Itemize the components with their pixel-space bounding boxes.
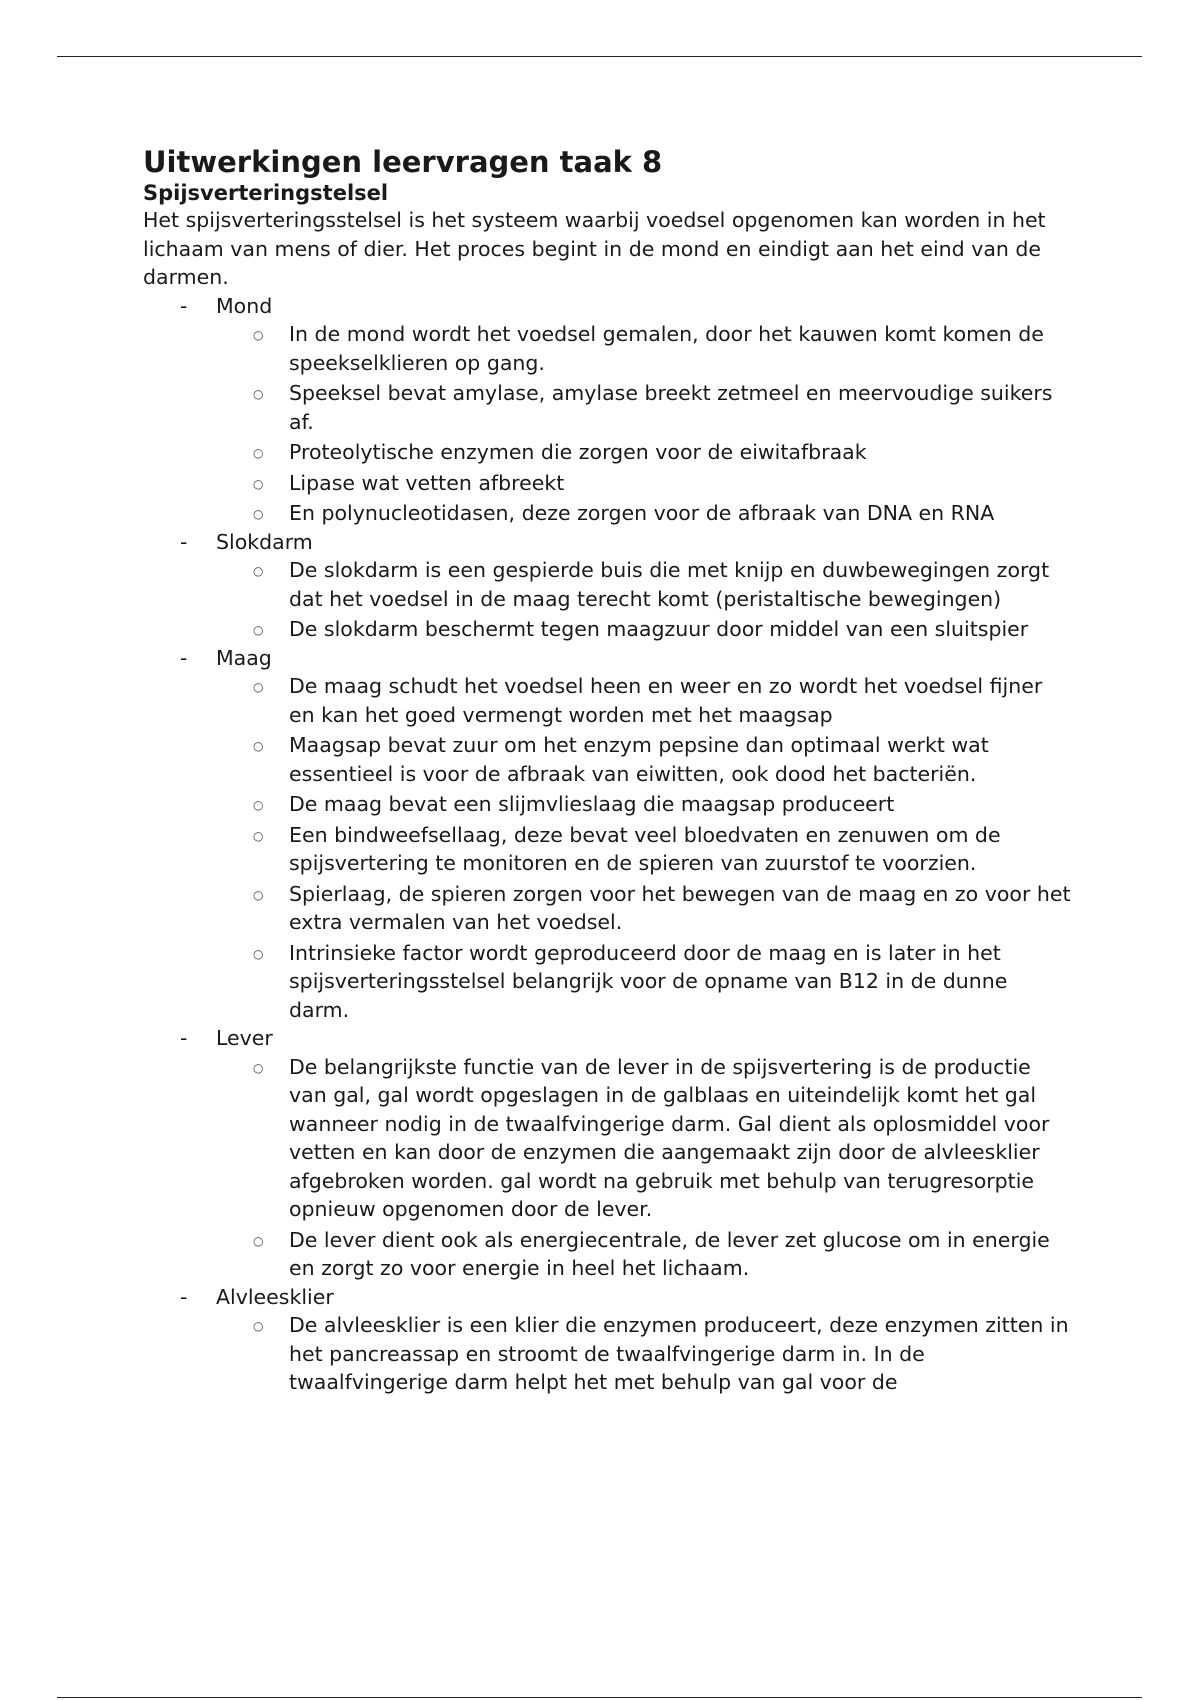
list-item: ○ Speeksel bevat amylase, amylase breekt zetmeel en meervoudige suikers af. [288, 379, 1073, 436]
document-body [143, 144, 1073, 1397]
list-item: ○ De belangrijkste functie van de lever in de spijsvertering is de productie van gal, gal wordt opgeslagen in de galblaas en uiteindelijk komt het gal wanneer nodig in de twaalfvingerige darm. Gal dient als oplosmiddel voor vetten en kan door de enzymen die aangemaakt zijn door de alvleesklier afgebroken worden. gal wordt na gebruik met behulp van terugresorptie opnieuw opgenomen door de lever. [288, 1053, 1073, 1224]
point-list [216, 320, 1073, 528]
list-item: ○ Een bindweefsellaag, deze bevat veel bloedvaten en zenuwen om de spijsvertering te monitoren en de spieren van zuurstof te voorzien. [288, 821, 1073, 878]
organ-label: Slokdarm [216, 529, 313, 554]
list-item: ○ De maag bevat een slijmvlieslaag die maagsap produceert [288, 790, 1073, 819]
organ-label: Maag [216, 645, 272, 670]
list-item: ○ Proteolytische enzymen die zorgen voor de eiwitafbraak [288, 438, 1073, 467]
organ-label: Mond [216, 293, 273, 318]
list-item: ○ De slokdarm is een gespierde buis die met knijp en duwbewegingen zorgt dat het voedsel in de maag terecht komt (peristaltische bewegingen) [288, 556, 1073, 613]
list-item: ○ Spierlaag, de spieren zorgen voor het bewegen van de maag en zo voor het extra vermalen van het voedsel. [288, 880, 1073, 937]
point-list [216, 1053, 1073, 1283]
organ-item-lever [143, 1024, 1073, 1283]
organ-label: Alvleesklier [216, 1284, 334, 1309]
list-item: ○ De maag schudt het voedsel heen en weer en zo wordt het voedsel fijner en kan het goed vermengt worden met het maagsap [288, 672, 1073, 729]
list-item: ○ De alvleesklier is een klier die enzymen produceert, deze enzymen zitten in het pancreassap en stroomt de twaalfvingerige darm in. In de twaalfvingerige darm helpt het met behulp van gal voor de [288, 1311, 1073, 1397]
organ-item-mond [143, 292, 1073, 528]
organ-list [143, 292, 1073, 1397]
point-list [216, 672, 1073, 1024]
list-item: ○ Intrinsieke factor wordt geproduceerd door de maag en is later in het spijsverteringsstelsel belangrijk voor de opname van B12 in de dunne darm. [288, 939, 1073, 1025]
list-item: ○ De lever dient ook als energiecentrale, de lever zet glucose om in energie en zorgt zo voor energie in heel het lichaam. [288, 1226, 1073, 1283]
footer-rule [57, 1697, 1142, 1698]
point-list [216, 556, 1073, 644]
organ-item-maag [143, 644, 1073, 1025]
list-item: ○ In de mond wordt het voedsel gemalen, door het kauwen komt komen de speekselklieren op gang. [288, 320, 1073, 377]
list-item: ○ Maagsap bevat zuur om het enzym pepsine dan optimaal werkt wat essentieel is voor de afbraak van eiwitten, ook dood het bacteriën. [288, 731, 1073, 788]
section-heading: Spijsverteringstelsel [143, 181, 389, 205]
document-title: Uitwerkingen leervragen taak 8 [143, 145, 663, 179]
intro-paragraph: Het spijsverteringsstelsel is het systeem waarbij voedsel opgenomen kan worden in het lichaam van mens of dier. Het proces begint in de mond en eindigt aan het eind van de darmen. [143, 208, 1046, 289]
list-item: ○ De slokdarm beschermt tegen maagzuur door middel van een sluitspier [288, 615, 1073, 644]
list-item: ○ En polynucleotidasen, deze zorgen voor de afbraak van DNA en RNA [288, 499, 1073, 528]
organ-item-slokdarm [143, 528, 1073, 644]
organ-item-alvleesklier [143, 1283, 1073, 1397]
point-list [216, 1311, 1073, 1397]
list-item: ○ Lipase wat vetten afbreekt [288, 469, 1073, 498]
header-rule [57, 56, 1142, 57]
organ-label: Lever [216, 1026, 273, 1050]
